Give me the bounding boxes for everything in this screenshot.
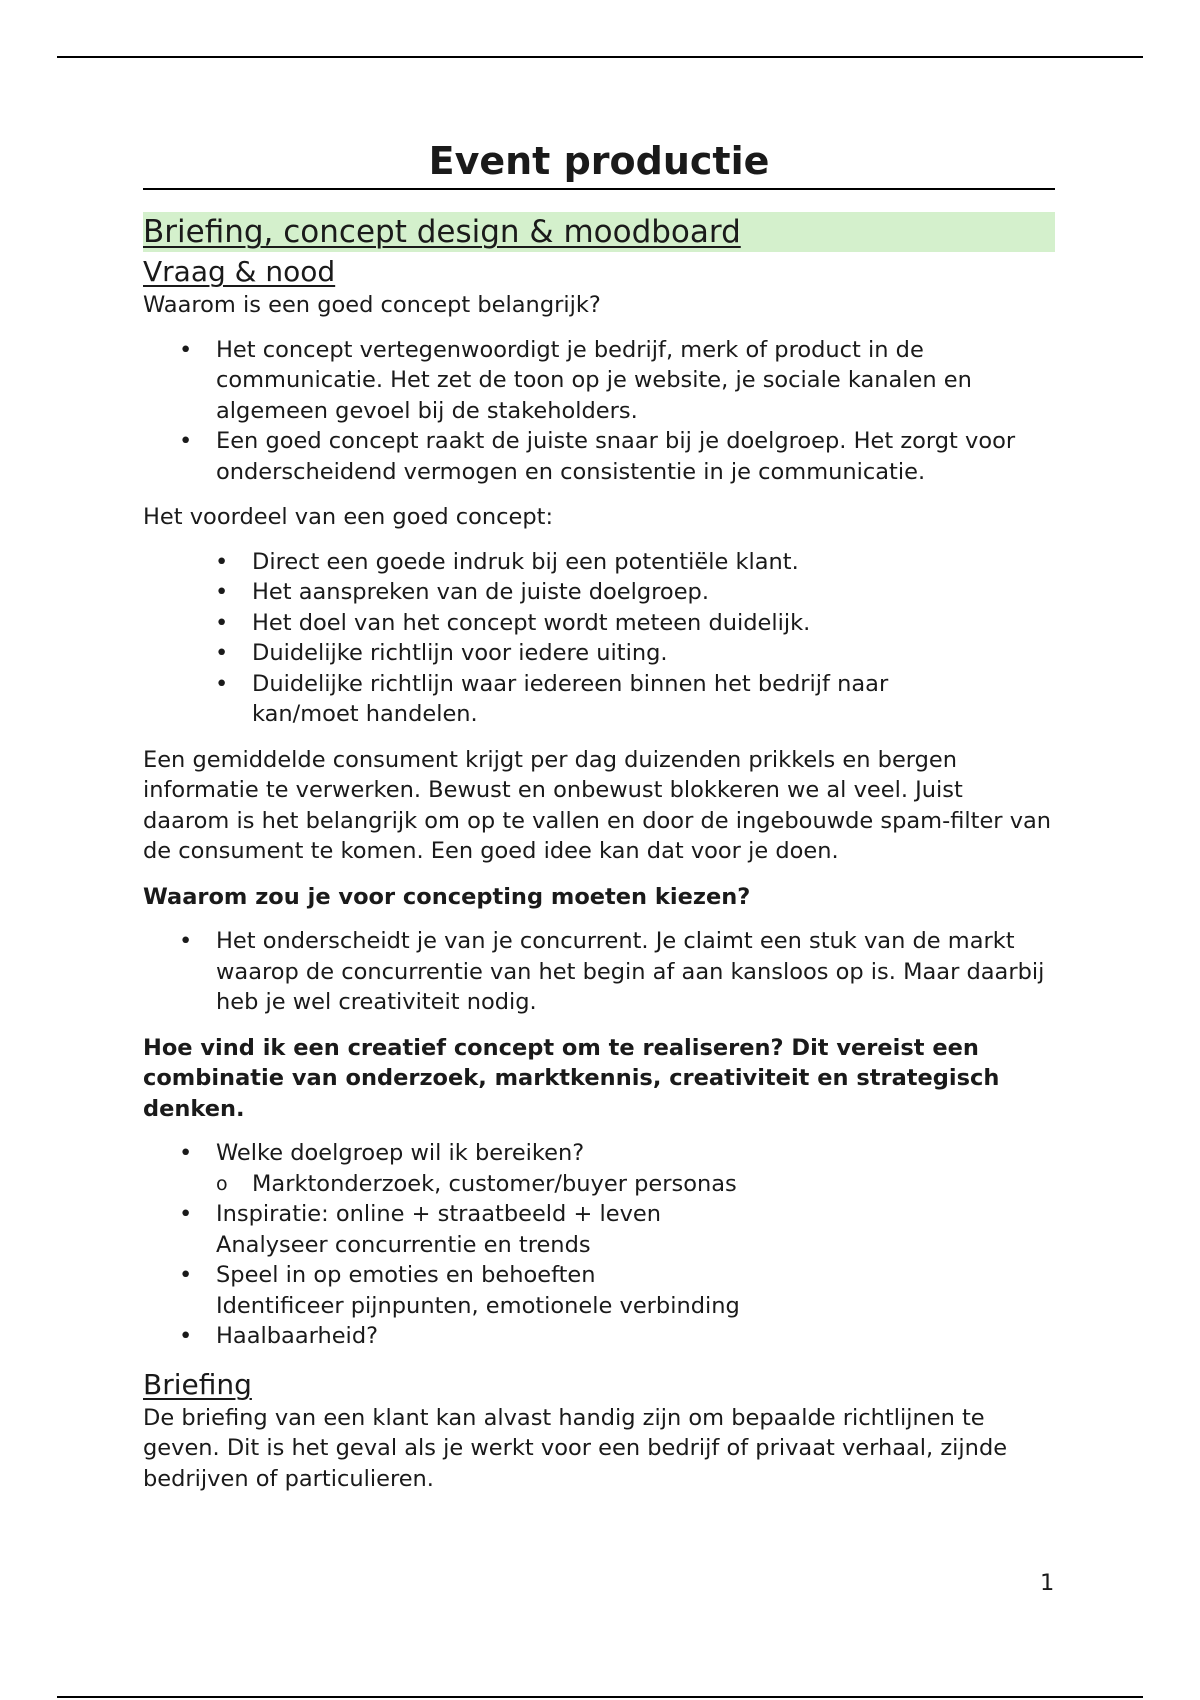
list-item: • Het doel van het concept wordt meteen duidelijk. bbox=[143, 608, 1055, 639]
document-page bbox=[143, 136, 1055, 1509]
list-item-text: Speel in op emoties en behoeften bbox=[216, 1262, 596, 1288]
list-item: • Haalbaarheid? bbox=[143, 1321, 1055, 1352]
intro-question: Waarom is een goed concept belangrijk? bbox=[143, 292, 601, 318]
consumer-paragraph: Een gemiddelde consument krijgt per dag duizenden prikkels en bergen informatie te verwerken. Bewust en onbewust blokkeren we al veel. Juist daarom is het belangrijk om op te vallen en door de ingebouwde spam-filter van de consument te komen. Een goed idee kan dat voor je doen. bbox=[143, 746, 1052, 864]
list-item: • Direct een goede indruk bij een potentiële klant. bbox=[143, 547, 1055, 578]
creative-list bbox=[143, 1138, 1055, 1352]
list-item: • Duidelijke richtlijn waar iedereen binnen het bedrijf naar kan/moet handelen. bbox=[143, 669, 1055, 730]
section-heading-text: Briefing, concept design & moodboard bbox=[143, 214, 741, 250]
sub-list-item-text: Marktonderzoek, customer/buyer personas bbox=[252, 1170, 737, 1197]
list-item bbox=[143, 1138, 1055, 1199]
section-heading bbox=[143, 212, 1055, 252]
creative-question: Hoe vind ik een creatief concept om te realiseren? Dit vereist een combinatie van onderzoek, marktkennis, creativiteit en strategisch denken. bbox=[143, 1034, 1000, 1122]
concepting-question: Waarom zou je voor concepting moeten kiezen? bbox=[143, 883, 751, 910]
list-item-continuation: Identificeer pijnpunten, emotionele verbinding bbox=[216, 1292, 740, 1319]
list-item bbox=[143, 1199, 1055, 1260]
sub-list-item bbox=[216, 1169, 1055, 1200]
list-item: • Het aanspreken van de juiste doelgroep. bbox=[143, 577, 1055, 608]
header-rule bbox=[57, 56, 1143, 58]
subheading-briefing: Briefing bbox=[143, 1367, 252, 1401]
list-item: • Het concept vertegenwoordigt je bedrijf, merk of product in de communicatie. Het zet de toon op je website, je sociale kanalen en algemeen gevoel bij de stakeholders. bbox=[143, 335, 1055, 427]
advantage-intro: Het voordeel van een goed concept: bbox=[143, 504, 554, 530]
page-number: 1 bbox=[1040, 1570, 1055, 1596]
why-list bbox=[143, 335, 1055, 488]
list-item-text: Inspiratie: online + straatbeeld + leven bbox=[216, 1201, 661, 1227]
sub-bullet-marker: o bbox=[216, 1172, 228, 1195]
subheading-vraag-nood: Vraag & nood bbox=[143, 255, 336, 288]
list-item-text: Welke doelgroep wil ik bereiken? bbox=[216, 1140, 585, 1166]
list-item: • Een goed concept raakt de juiste snaar bij je doelgroep. Het zorgt voor onderscheidend vermogen en consistentie in je communicatie. bbox=[143, 426, 1055, 487]
list-item: • Duidelijke richtlijn voor iedere uiting. bbox=[143, 638, 1055, 669]
footer-rule bbox=[57, 1696, 1143, 1698]
advantage-list bbox=[143, 547, 1055, 730]
list-item: • Het onderscheidt je van je concurrent. Je claimt een stuk van de markt waarop de concurrentie van het begin af aan kansloos op is. Maar daarbij heb je wel creativiteit nodig. bbox=[143, 926, 1055, 1018]
briefing-paragraph: De briefing van een klant kan alvast handig zijn om bepaalde richtlijnen te geven. Dit is het geval als je werkt voor een bedrijf of privaat verhaal, zijnde bedrijven of particulieren. bbox=[143, 1404, 1008, 1492]
document-title: Event productie bbox=[143, 136, 1055, 190]
concepting-list bbox=[143, 926, 1055, 1018]
list-item-continuation: Analyseer concurrentie en trends bbox=[216, 1231, 591, 1258]
list-item bbox=[143, 1260, 1055, 1321]
